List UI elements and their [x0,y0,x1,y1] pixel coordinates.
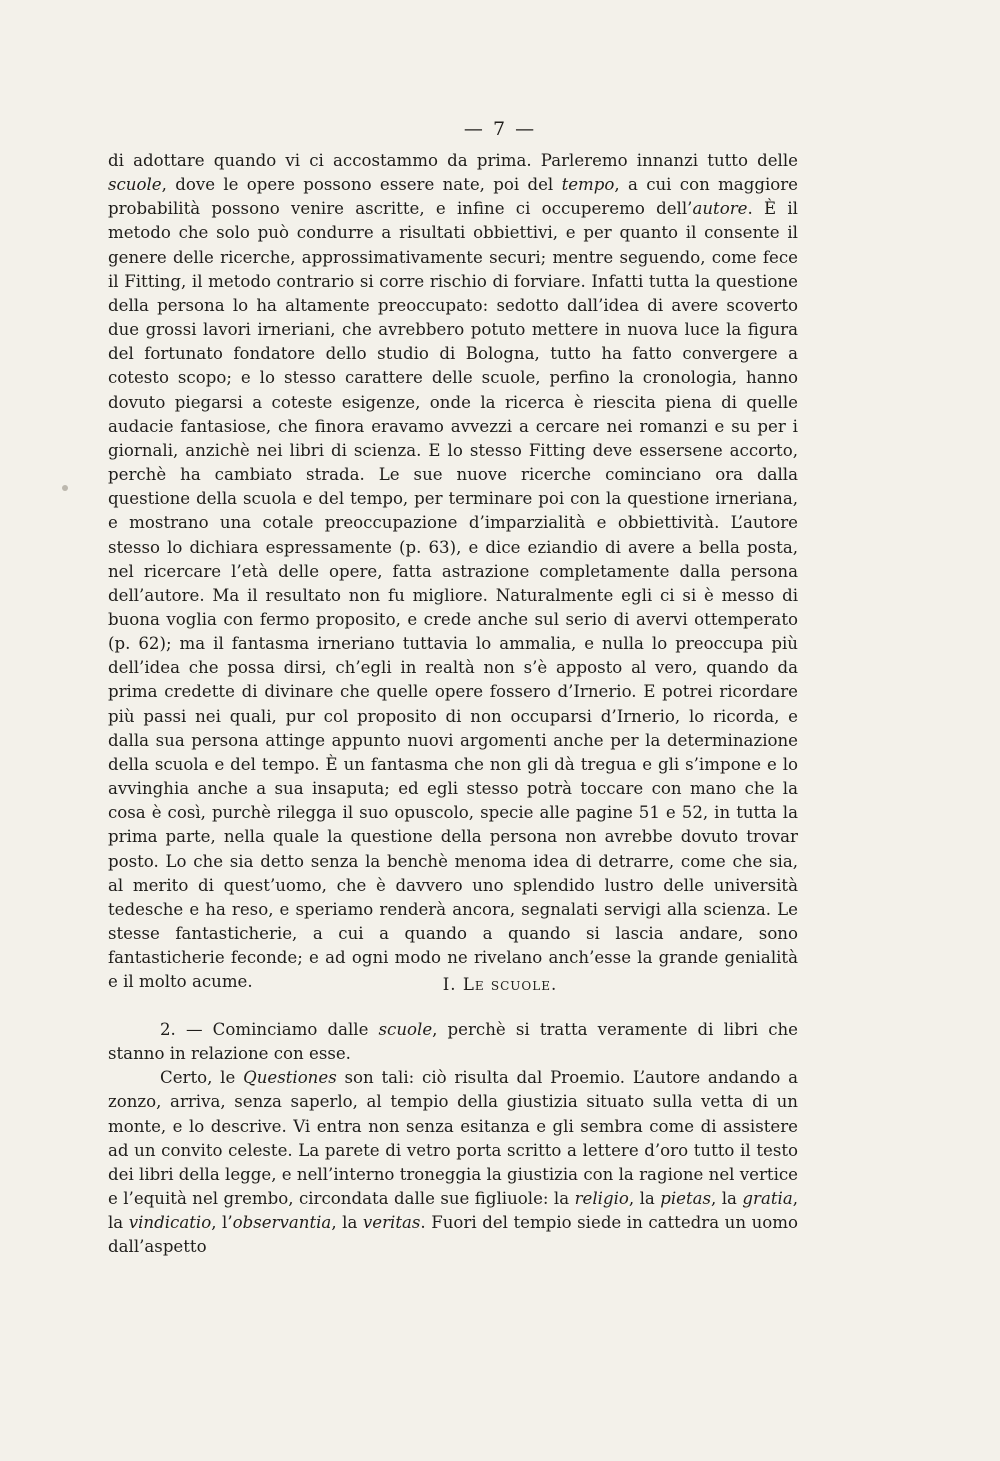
text-run: , la [331,1213,363,1233]
text-run: . È il metodo che solo può condurre a risultati obbiettivi, e per quanto il consente il genere delle ricerche, approssimativamente securi; mentre seguendo, come fece il Fitting, il metodo contrario si corre rischio di forviare. Infatti tutta la questione della persona lo ha altamente preoccupato: sedotto dall’idea di avere scoverto due grossi lavori irneriani, che avrebbero potuto mettere in nuova luce la figura del fortunato fondatore dello studio di Bologna, tutto ha fatto convergere a cotesto scopo; e lo stesso carattere delle scuole, perfino la cronologia, hanno dovuto piegarsi a coteste esigenze, onde la ricerca è riescita piena di quelle audacie fantasiose, che finora eravamo avvezzi a cercare nei romanzi e su per i giornali, anzichè nei libri di scienza. E lo stesso Fitting deve essersene accorto, perchè ha cambiato strada. Le sue nuove ricerche cominciano ora dalla questione della scuola e del tempo, per terminare poi con la questione irneriana, e mostrano una cotale preoccupazione d’imparzialità e obbiettività. L’autore stesso lo dichiara espressamente (p. 63), e dice eziandio di avere a bella posta, nel ricercare l’età delle opere, fatta astrazione completamente dalla persona dell’autore. Ma il resultato non fu migliore. Naturalmente egli ci si è messo di buona voglia con fermo proposito, e crede anche sul serio di avervi ottemperato (p. 62); ma il fantasma irneriano tuttavia lo ammalia, e nulla lo preoccupa più dell’idea che possa dirsi, ch’egli in realtà non s’è apposto al vero, quando da prima credette di divinare che quelle opere fossero d’Irnerio. E potrei ricordare più passi nei quali, pur col proposito di non occuparsi d’Irnerio, lo ricorda, e dalla sua persona attinge appunto nuovi argomenti anche per la determinazione della scuola e del tempo. È un fantasma che non gli dà tregua e gli s’impone e lo avvinghia anche a sua insaputa; ed egli stesso potrà toccare con mano che la cosa è così, purchè rilegga il suo opuscolo, specie alle pagine 51 e 52, in tutta la prima parte, nella quale la questione della persona non avrebbe dovuto trovar posto. Lo che sia detto senza la benchè menoma idea di detrarre, come che sia, al merito di quest’uomo, che è davvero uno splendido lustro delle università tedesche e ha reso, e speriamo renderà ancora, segnalati servigi alla scienza. Le stesse fantasticherie, a cui a quando a quando si lascia andare, sono fantasticherie feconde; e ad ogni modo ne rivelano anch’esse la grande genialità e il molto acume. [108,199,798,992]
page-smudge [62,485,68,491]
text-run: , la [108,1189,798,1233]
paragraph-2 [108,1018,798,1066]
italic-term: Questiones [243,1068,337,1088]
italic-term: veritas [362,1213,421,1233]
paragraph-3 [108,1066,798,1259]
text-run: , perchè si tratta veramente di libri che stanno in relazione con esse. [108,1020,799,1064]
text-run: son tali: ciò risulta dal Proemio. L’autore andando a zonzo, arriva, senza saperlo, al tempio della giustizia situato sulla vetta di un monte, e lo descrive. Vi entra non senza esitanza e gli sembra come di assistere ad un convito celeste. La parete di vetro porta scritto a lettere d’oro tutto il testo dei libri della legge, e nell’interno troneggia la giustizia con la ragione nel vertice e l’equità nel grembo, circondata dalle sue figliuole: la [108,1068,799,1209]
text-run: , dove le opere possono essere nate, poi del [161,175,562,195]
intro-paragraph [108,149,798,994]
paragraph [108,149,798,994]
text-run: di adottare quando vi ci accostammo da prima. Parleremo innanzi tutto delle [108,151,798,170]
italic-term: tempo [561,175,615,195]
italic-term: observantia [232,1213,332,1233]
section-heading [0,975,1000,994]
text-run: , la [628,1189,661,1209]
section-title: Le scuole. [462,975,558,994]
italic-term: gratia [742,1189,793,1209]
text-run: , l’ [211,1213,233,1233]
section-body [108,1018,798,1260]
italic-term: autore [692,199,748,219]
text-run: Certo, le [160,1068,244,1088]
page-number: — 7 — [463,118,537,140]
text-run: , la [711,1189,743,1209]
italic-term: religio [574,1189,629,1209]
italic-term: pietas [660,1189,712,1209]
italic-term: vindicatio [128,1213,212,1233]
italic-term: scuole [378,1020,433,1039]
text-run: , a cui con maggiore probabilità possono venire ascritte, e infine ci occuperemo dell’ [108,175,798,219]
text-run: 2. — Cominciamo dalle [160,1020,379,1039]
italic-term: scuole [108,175,162,195]
section-number: I. [442,975,457,994]
text-run: . Fuori del tempio siede in cattedra un uomo dall’aspetto [108,1213,798,1257]
